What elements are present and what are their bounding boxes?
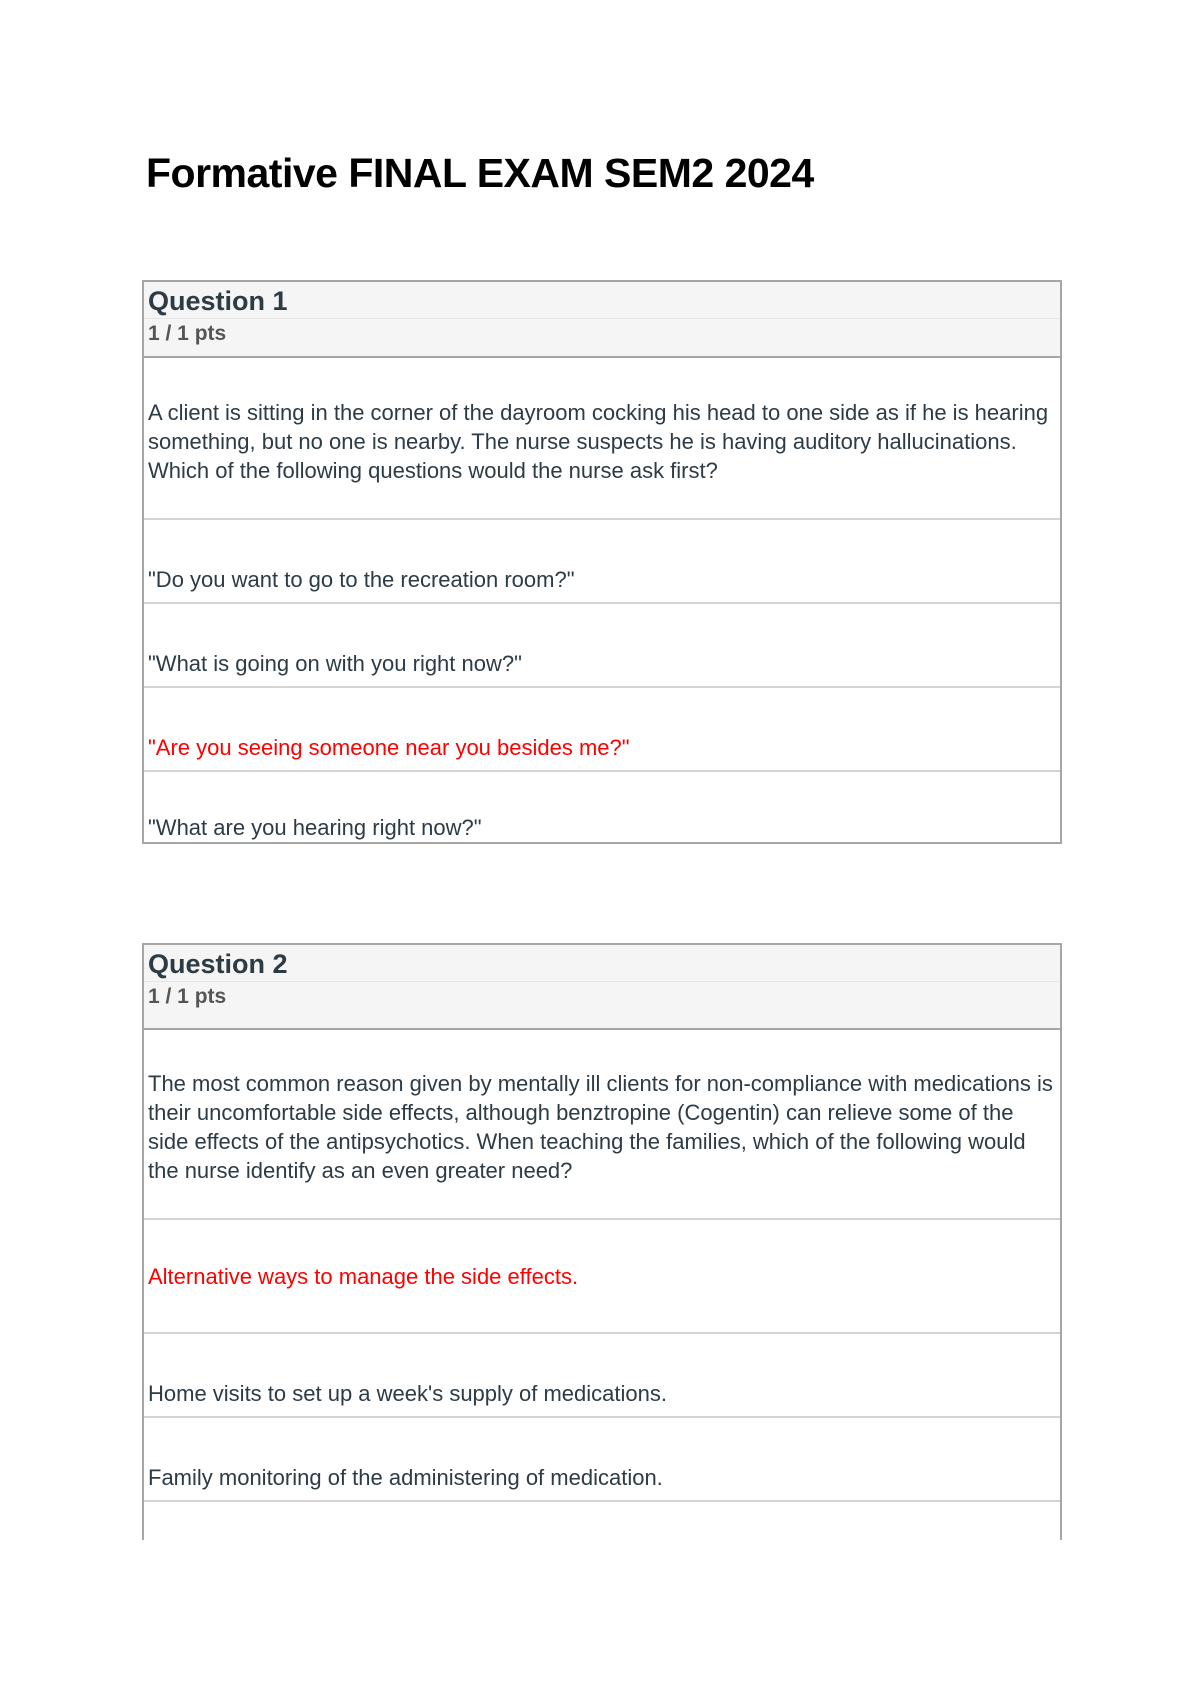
question-body bbox=[144, 358, 1060, 842]
answer-option[interactable]: "What are you hearing right now?" bbox=[148, 815, 482, 840]
answer-option[interactable]: Home visits to set up a week's supply of medications. bbox=[144, 1334, 1060, 1418]
question-header bbox=[144, 945, 1060, 1030]
question-points: 1 / 1 pts bbox=[148, 322, 227, 345]
answer-option-correct[interactable]: Alternative ways to manage the side effects. bbox=[144, 1220, 1060, 1334]
answer-option[interactable]: "Do you want to go to the recreation room?" bbox=[144, 520, 1060, 604]
answer-option-correct[interactable]: "Are you seeing someone near you besides me?" bbox=[144, 688, 1060, 772]
question-points: 1 / 1 pts bbox=[148, 985, 227, 1008]
answer-option[interactable]: Family monitoring of the administering of medication. bbox=[144, 1418, 1060, 1502]
question-title: Question 2 bbox=[148, 949, 288, 979]
question-title: Question 1 bbox=[148, 286, 288, 316]
question-card bbox=[142, 943, 1062, 1540]
question-body bbox=[144, 1030, 1060, 1540]
page-title: Formative FINAL EXAM SEM2 2024 bbox=[146, 150, 814, 196]
answer-option-cutoff bbox=[144, 1502, 1060, 1540]
question-card bbox=[142, 280, 1062, 844]
answer-option[interactable]: "What is going on with you right now?" bbox=[144, 604, 1060, 688]
question-text: A client is sitting in the corner of the dayroom cocking his head to one side as if he is hearing something, but no one is nearby. The nurse suspects he is having auditory hallucinations. Which of the following questions would the nurse ask first? bbox=[144, 358, 1060, 520]
question-header bbox=[144, 282, 1060, 358]
question-text: The most common reason given by mentally ill clients for non-compliance with medications is their uncomfortable side effects, although benztropine (Cogentin) can relieve some of the side effects of the antipsychotics. When teaching the families, which of the following would the nurse identify as an even greater need? bbox=[144, 1030, 1060, 1220]
